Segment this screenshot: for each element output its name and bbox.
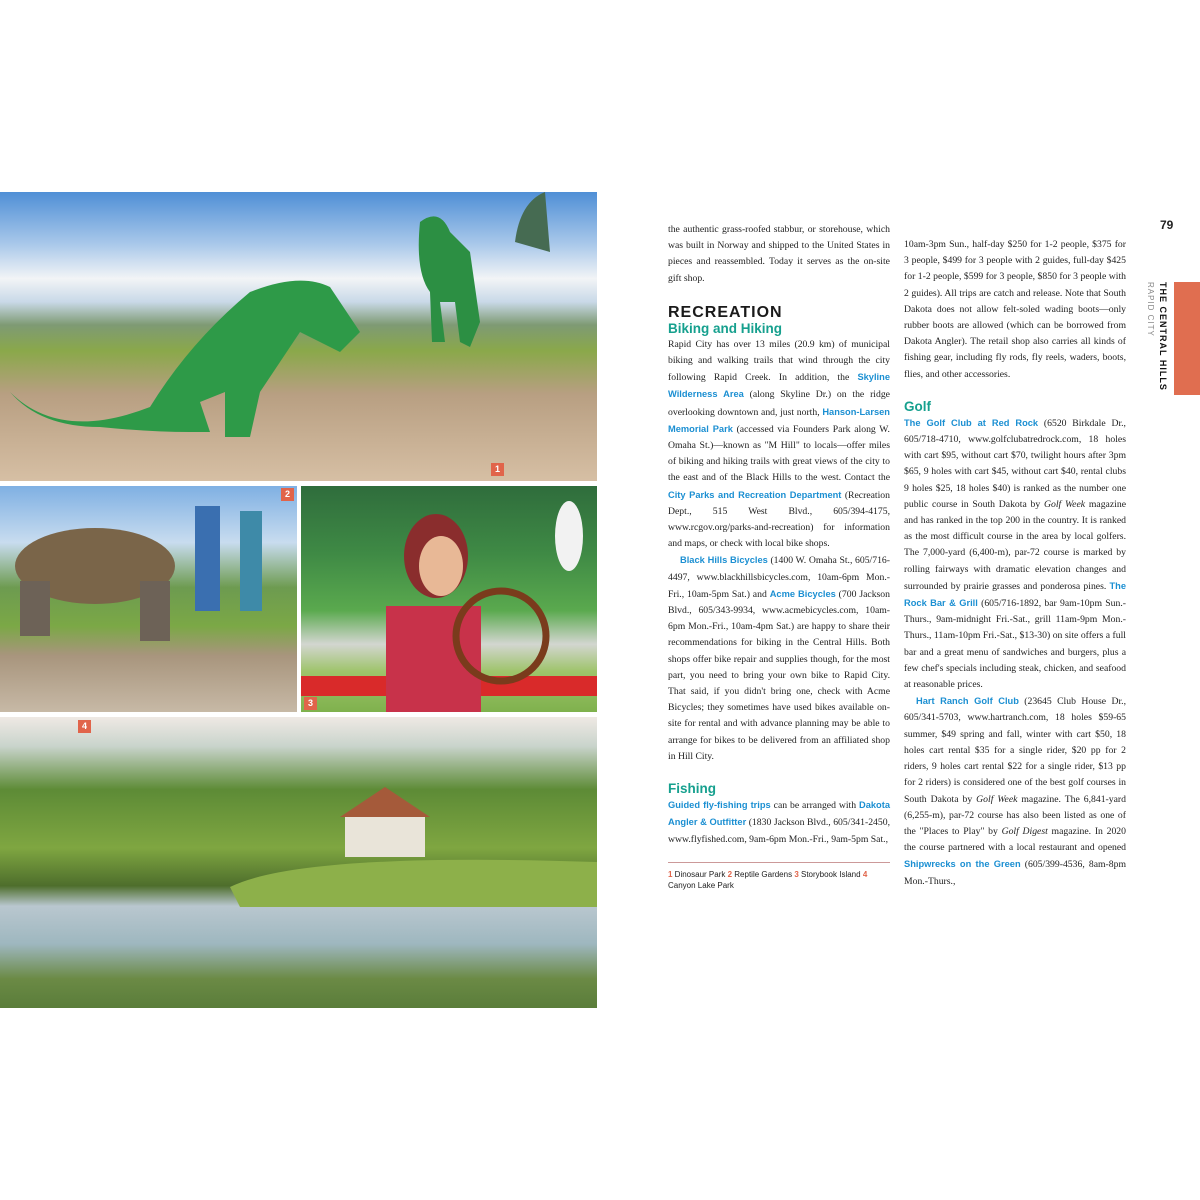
body-text: (700 Jackson Blvd., 605/343-9934, www.acmebicycles.com, 10am-6pm Mon.-Fri., 10am-4pm Sat.) are happy to share their recommendations for biking in the Central Hills. Both shops offer bike repair and supplies though, for the most part, you need to bring your own bike to Rapid City. That said, if you didn't bring one, check with Acme Bicycles; they sometimes have used bikes available on-site for rental and with advance planning may be able to arrange for bikes to be delivered from an affiliated shop in Hill City. [668,588,890,762]
caption-text: Canyon Lake Park [668,880,734,890]
paragraph [904,693,1126,889]
photo-storybook-island [301,486,597,712]
caption-number: 1 [668,869,673,879]
photo-dinosaur-park [0,192,597,481]
listing-name: Guided fly-fishing trips [668,800,771,811]
caption-text: Dinosaur Park [672,869,728,879]
listing-name: Black Hills Bicycles [680,555,768,566]
text-column-2 [904,237,1126,890]
dinosaur-illustration [0,192,597,481]
body-text: magazine. In 2020 the course partnered with a local restaurant and opened [904,825,1126,854]
body-text: can be arranged with [770,800,859,812]
photo-badge: 2 [281,488,294,501]
caption-number: 4 [862,869,868,879]
caption-divider [668,862,890,863]
photo-badge: 4 [78,720,91,733]
paragraph [904,415,1126,693]
paragraph [668,797,890,848]
body-text: (1830 Jackson Blvd., 605/341-2450, www.flyfished.com, 9am-6pm Mon.-Fri., 9am-5pm Sat., [668,817,890,845]
listing-name: The Rock Bar & Grill [904,580,1126,609]
body-text: magazine. The 6,841-yard (6,255-m), par-72 course has also been listed as one of the "Places to Play" by [904,793,1126,837]
caption-number: 3 [794,869,799,879]
subsection-heading: Golf [904,398,931,414]
page-number: 79 [1160,218,1174,232]
caption-text: Reptile Gardens [732,869,795,879]
photo-badge: 3 [304,697,317,710]
listing-name: City Parks and Recreation Department [668,489,842,500]
subsection-heading: Biking and Hiking [668,320,783,336]
paragraph [668,337,890,553]
section-tab [1174,282,1200,395]
section-heading: RECREATION [668,303,783,321]
body-text: (along Skyline Dr.) on the ridge overlooking downtown and, just north, [668,389,890,418]
listing-name: Acme Bicycles [769,588,836,599]
body-text: (605/399-4536, 8am-8pm Mon.-Thurs., [904,859,1126,887]
italic-title: Golf Week [976,793,1018,805]
text-column-1 [668,222,890,891]
caption-text: Storybook Island [798,869,863,879]
listing-name: Dakota Angler & Outfitter [668,800,890,828]
body-text: 10am-3pm Sun., half-day $250 for 1-2 people, $375 for 3 people, $499 for 3 people with 2 guides, full-day $425 for 1-2 people, $599 for 3 people, $850 for 3 people with 2 guides). All trips are catch and release. Note that South Dakota does not allow felt-soled wading boots—only rubber boots are allowed (which can be borrowed from Dakota Angler). The retail shop also carries all kinds of fishing gear, including fly rods, fly reels, waders, boots, flies, and other accessories. [904,239,1126,380]
body-text: (accessed via Founders Park along W. Omaha St.)—known as "M Hill" to locals—offer miles of biking and hiking trails with great views of the city to the east and of the Black Hills to the west. Contact the [668,423,890,484]
body-text: (605/716-1892, bar 9am-10pm Sun.-Thurs., 9am-midnight Fri.-Sat., grill 11am-9pm Mon.-Thurs., 11am-10pm Fri.-Sat., $13-30) on site offers a full bar and a great menu of sandwiches and burgers, plus a few chef's specials including steak, chicken, and seafood at reasonable prices. [904,598,1126,691]
body-text: magazine and has ranked in the top 200 in the country. It is ranked as the most difficult course in the area by local golfers. The 7,000-yard (6,400-m), par-72 course is marked by rolling fairways with dramatic elevation changes and surrounded by prairie grasses and ponderosa pines. [904,498,1126,592]
italic-title: Golf Digest [1001,825,1048,837]
section-subtitle: RAPID CITY [1146,282,1155,337]
photo-caption [668,869,890,891]
listing-name: Skyline Wilderness Area [668,372,890,400]
subsection-heading: Fishing [668,781,716,797]
paragraph [904,237,1126,383]
body-text: (Recreation Dept., 515 West Blvd., 605/394-4175, www.rcgov.org/parks-and-recreation) for information and maps, or check with local bike shops. [668,489,890,550]
body-text: (6520 Birkdale Dr., 605/718-4710, www.golfclubatredrock.com, 18 holes with cart $95, without cart $70, twilight hours after 3pm $65, 9 holes with cart $45, without cart $40, rental clubs 9 holes $25, 18 holes $40) is ranked as the number one public course in South Dakota by [904,417,1126,510]
paragraph [668,552,890,765]
listing-name: The Golf Club at Red Rock [904,417,1039,428]
tortoise-illustration [0,486,297,712]
storybook-illustration [301,486,597,712]
photo-badge: 1 [491,463,504,476]
body-text: the authentic grass-roofed stabbur, or storehouse, which was built in Norway and shipped to the United States in pieces and reassembled. Today it serves as the on-site gift shop. [668,224,890,284]
section-title: THE CENTRAL HILLS [1158,282,1168,391]
listing-name: Shipwrecks on the Green [904,859,1021,870]
body-text: Rapid City has over 13 miles (20.9 km) of municipal biking and walking trails that wind through the city following Rapid Creek. In addition, the [668,338,890,384]
body-text: (1400 W. Omaha St., 605/716-4497, www.blackhillsbicycles.com, 10am-6pm Mon.-Fri., 10am-5pm Sat.) and [668,555,891,600]
photo-canyon-lake-park [0,717,597,1008]
photo-reptile-gardens [0,486,297,712]
caption-number: 2 [727,869,733,879]
body-text: (23645 Club House Dr., 605/341-5703, www.hartranch.com, 18 holes $59-65 summer, $49 spring and fall, winter with cart $50, 18 holes cart rental $35 for a single rider, $20 pp for 2 riders, 9 holes cart rental $22 for a single rider, $13 pp for 2 riders) is considered one of the best golf courses in South Dakota by [904,696,1126,805]
paragraph [668,222,890,287]
listing-name: Hart Ranch Golf Club [916,696,1019,707]
lake-illustration [0,717,597,1008]
italic-title: Golf Week [1044,498,1086,510]
listing-name: Hanson-Larsen Memorial Park [668,406,890,434]
